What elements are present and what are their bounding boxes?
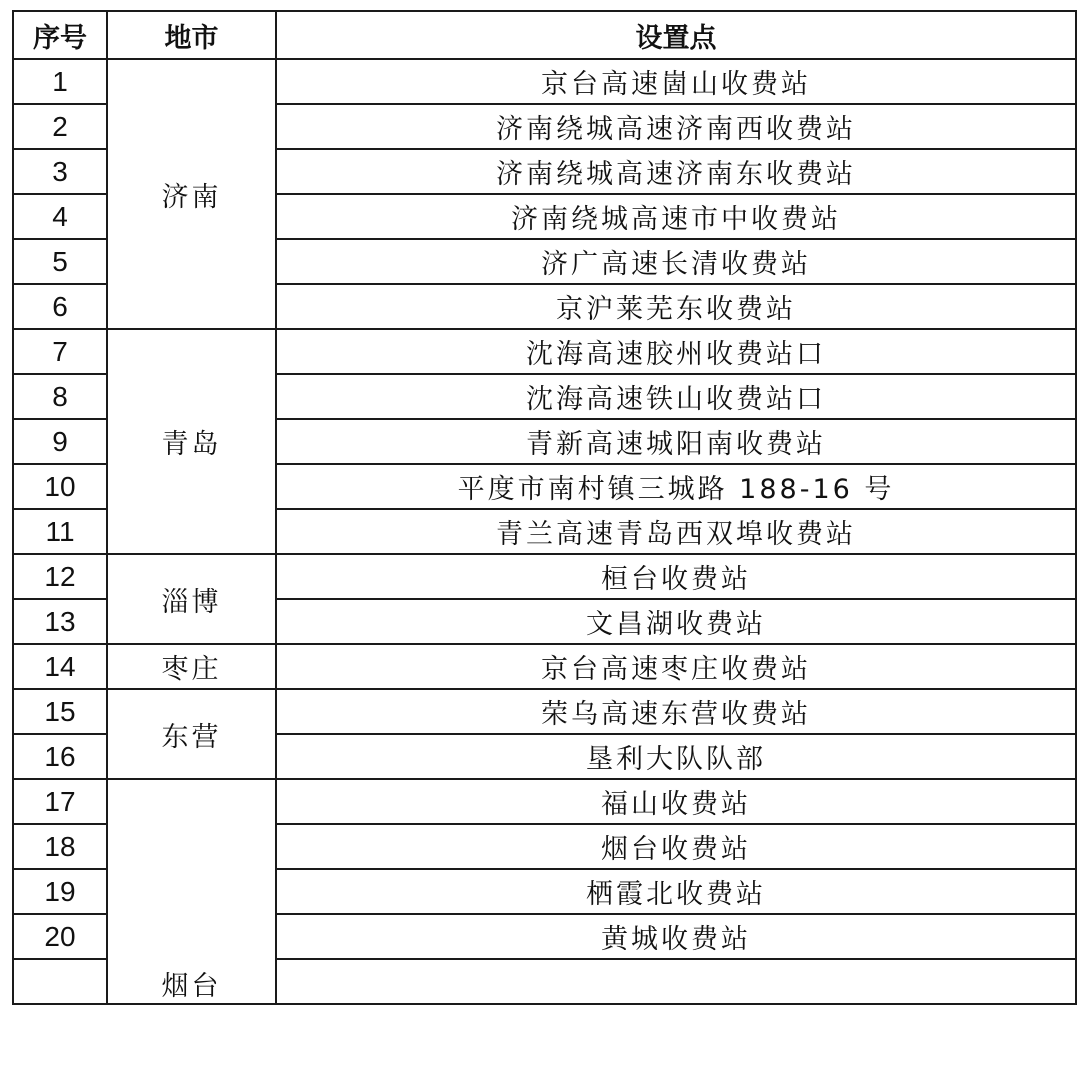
row-index: 4 [13, 194, 107, 239]
row-location: 荣乌高速东营收费站 [276, 689, 1076, 734]
row-index: 11 [13, 509, 107, 554]
row-index: 7 [13, 329, 107, 374]
row-index: 16 [13, 734, 107, 779]
table-row [13, 689, 1076, 734]
row-location: 济南绕城高速市中收费站 [276, 194, 1076, 239]
row-index: 5 [13, 239, 107, 284]
row-location: 垦利大队队部 [276, 734, 1076, 779]
header-index: 序号 [13, 11, 107, 59]
row-location: 福山收费站 [276, 779, 1076, 824]
city-cell-qingdao: 青岛 [107, 329, 276, 554]
table-row [13, 554, 1076, 599]
city-cell-zibo: 淄博 [107, 554, 276, 644]
row-location: 文昌湖收费站 [276, 599, 1076, 644]
row-index: 12 [13, 554, 107, 599]
row-location: 青新高速城阳南收费站 [276, 419, 1076, 464]
row-index: 17 [13, 779, 107, 824]
row-location: 平度市南村镇三城路 188-16 号 [276, 464, 1076, 509]
row-location: 青兰高速青岛西双埠收费站 [276, 509, 1076, 554]
table-row [13, 644, 1076, 689]
row-location: 栖霞北收费站 [276, 869, 1076, 914]
row-index: 10 [13, 464, 107, 509]
row-location: 济广高速长清收费站 [276, 239, 1076, 284]
row-index-partial [13, 959, 107, 1004]
row-index: 3 [13, 149, 107, 194]
row-location: 京沪莱芜东收费站 [276, 284, 1076, 329]
row-index: 9 [13, 419, 107, 464]
table-header-row [13, 11, 1076, 59]
row-location: 沈海高速铁山收费站口 [276, 374, 1076, 419]
row-index: 15 [13, 689, 107, 734]
row-location: 沈海高速胶州收费站口 [276, 329, 1076, 374]
row-location-partial [276, 959, 1076, 1004]
checkpoint-table [12, 10, 1077, 1005]
row-index: 2 [13, 104, 107, 149]
row-index: 13 [13, 599, 107, 644]
row-location: 京台高速崮山收费站 [276, 59, 1076, 104]
row-index: 20 [13, 914, 107, 959]
row-location: 济南绕城高速济南东收费站 [276, 149, 1076, 194]
row-index: 14 [13, 644, 107, 689]
city-cell-jinan: 济南 [107, 59, 276, 329]
row-index: 8 [13, 374, 107, 419]
checkpoint-table-container [12, 10, 1077, 1005]
header-city: 地市 [107, 11, 276, 59]
row-location: 济南绕城高速济南西收费站 [276, 104, 1076, 149]
row-location: 京台高速枣庄收费站 [276, 644, 1076, 689]
table-row [13, 779, 1076, 824]
row-location: 烟台收费站 [276, 824, 1076, 869]
city-cell-dongying: 东营 [107, 689, 276, 779]
city-cell-zaozhuang: 枣庄 [107, 644, 276, 689]
row-index: 19 [13, 869, 107, 914]
table-row [13, 59, 1076, 104]
row-index: 6 [13, 284, 107, 329]
city-cell-yantai: 烟台 [107, 779, 276, 1004]
row-index: 1 [13, 59, 107, 104]
row-location: 黄城收费站 [276, 914, 1076, 959]
row-location: 桓台收费站 [276, 554, 1076, 599]
row-index: 18 [13, 824, 107, 869]
table-row [13, 329, 1076, 374]
header-location: 设置点 [276, 11, 1076, 59]
